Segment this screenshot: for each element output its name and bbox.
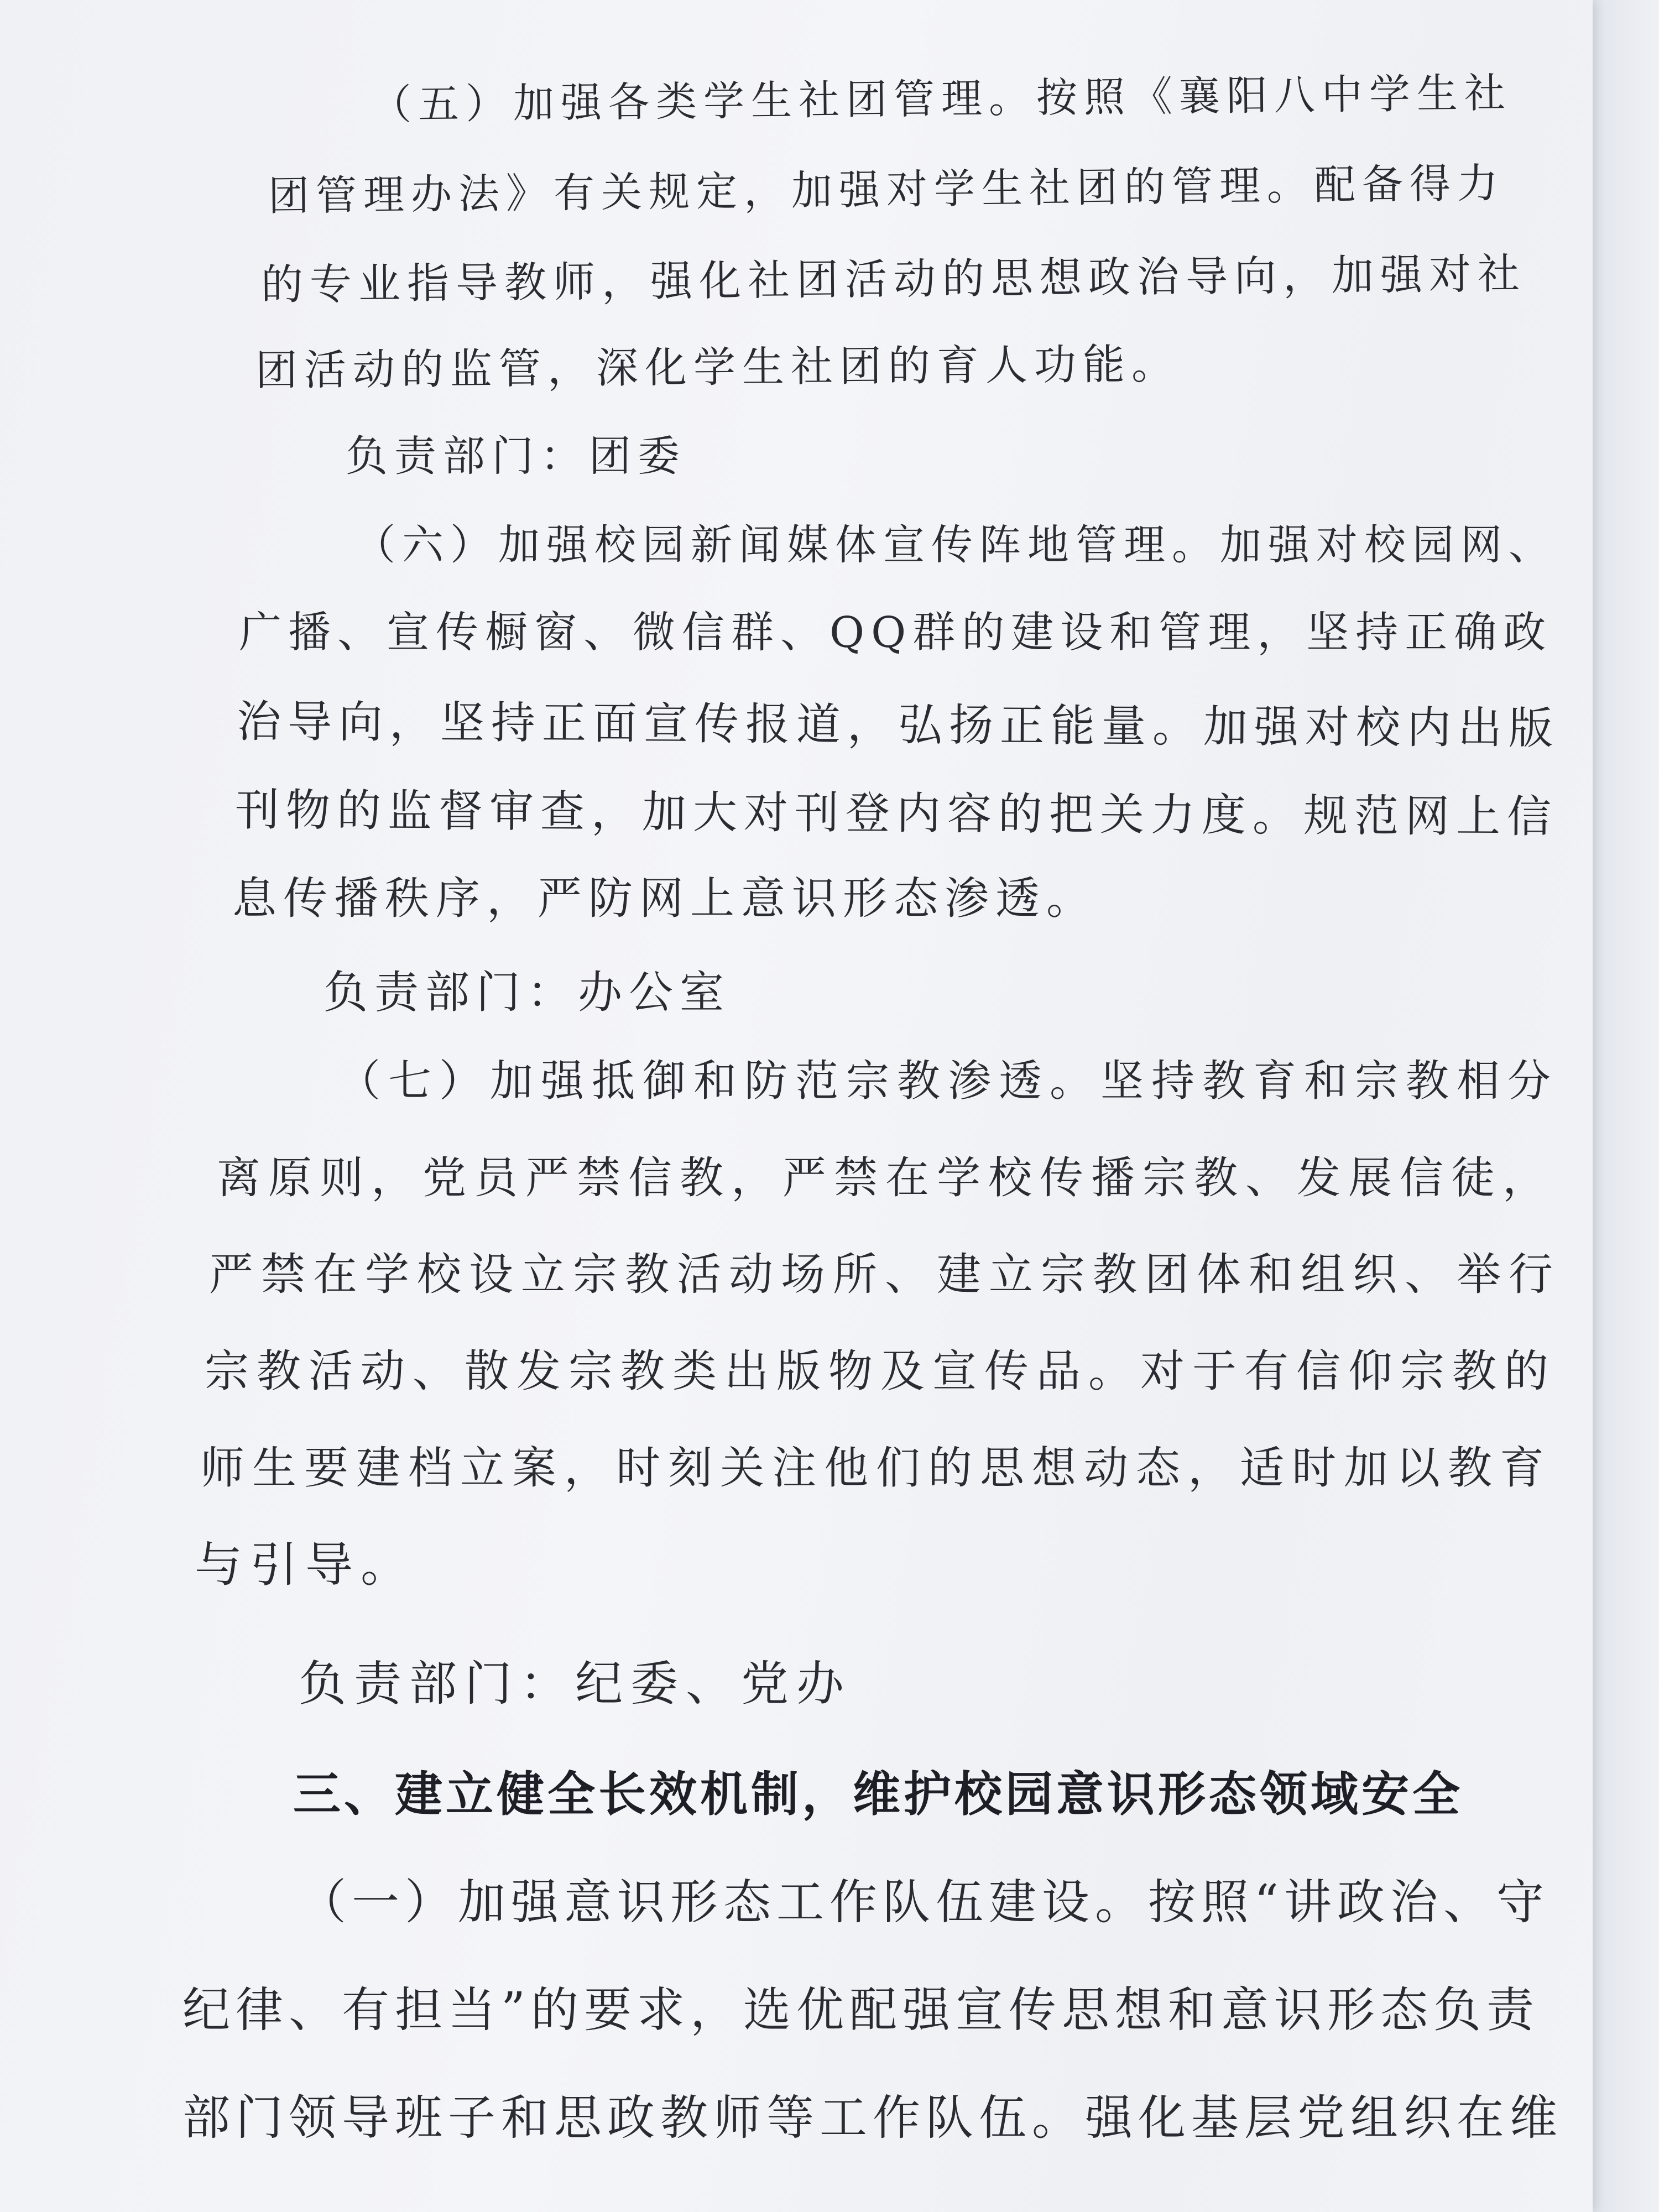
text-line: 团活动的监管，深化学生社团的育人功能。 (255, 339, 1181, 395)
text-line: 严禁在学校设立宗教活动场所、建立宗教团体和组织、举行 (209, 1249, 1561, 1300)
text-line: 负责部门：团委 (346, 431, 686, 481)
text-line: （六）加强校园新闻媒体宣传阵地管理。加强对校园网、 (354, 520, 1557, 569)
text-line: 广播、宣传橱窗、微信群、QQ群的建设和管理，坚持正确政 (239, 608, 1553, 658)
text-line: 师生要建档立案，时刻关注他们的思想动态，适时加以教育 (200, 1442, 1552, 1494)
back-sheet (1592, 0, 1659, 2212)
text-line: 刊物的监督审查，加大对刊登内容的把关力度。规范网上信 (234, 784, 1558, 843)
text-line: （五）加强各类学生社团管理。按照《襄阳八中学生社 (370, 69, 1512, 129)
text-line: 与引导。 (195, 1537, 416, 1593)
text-line: 团管理办法》有关规定，加强对学生社团的管理。配备得力 (268, 159, 1505, 220)
text-line: 宗教活动、散发宗教类出版物及宣传品。对于有信仰宗教的 (205, 1345, 1556, 1397)
text-line: 的专业指导教师，强化社团活动的思想政治导向，加强对社 (260, 249, 1527, 309)
text-line: 息传播秩序，严防网上意识形态渗透。 (232, 873, 1097, 924)
text-line: （一）加强意识形态工作队伍建设。按照“讲政治、守 (299, 1875, 1550, 1930)
text-line: 离原则，党员严禁信教，严禁在学校传播宗教、发展信徒， (217, 1152, 1554, 1203)
text-line: 治导向，坚持正面宣传报道，弘扬正能量。加强对校内出版 (236, 696, 1560, 754)
text-line: 负责部门：办公室 (324, 967, 731, 1018)
text-line: （七）加强抵御和防范宗教渗透。坚持教育和宗教相分 (337, 1056, 1559, 1106)
text-line: 纪律、有担当”的要求，选优配强宣传思想和意识形态负责 (182, 1983, 1540, 2038)
section-heading: 三、建立健全长效机制，维护校园意识形态领域安全 (293, 1767, 1463, 1822)
text-line: 部门领导班子和思政教师等工作队伍。强化基层党组织在维 (182, 2090, 1563, 2146)
text-line: 负责部门：纪委、党办 (299, 1656, 852, 1712)
